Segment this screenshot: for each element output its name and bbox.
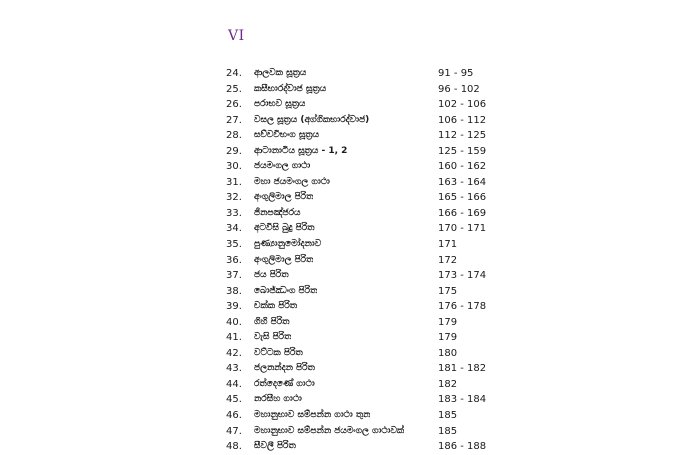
toc-entry-pages: 96 - 102 bbox=[438, 83, 480, 95]
toc-entry bbox=[226, 315, 496, 331]
toc-entry-title: ආටානාටිය සූත්‍රය - 1, 2 bbox=[254, 145, 348, 156]
toc-entry-title: ජය පිරිත bbox=[254, 270, 289, 281]
toc-entry-number: 24. bbox=[226, 68, 242, 79]
toc-entry-pages: 160 - 162 bbox=[438, 161, 487, 173]
toc-entry bbox=[226, 113, 496, 129]
toc-entry-title: අටවිසි බුදු පිරිත bbox=[254, 223, 315, 234]
toc-entry-title: අංගුලිමාල පිරිත bbox=[254, 254, 314, 265]
toc-entry-number: 38. bbox=[226, 285, 242, 297]
toc-entry bbox=[226, 408, 496, 424]
toc-entry-title: ජයමංගල ගාථා bbox=[254, 161, 311, 172]
toc-entry-number: 41. bbox=[226, 332, 242, 344]
toc-entry-title: මහා ජයමංගල ගාථා bbox=[254, 176, 330, 187]
toc-entry-pages: 171 bbox=[438, 239, 458, 251]
toc-entry-title: ආලවක සූත්‍රය bbox=[254, 68, 307, 78]
toc-entry-title: සච්චවිභංග සූත්‍රය bbox=[254, 130, 320, 141]
toc-entry-title: මහානුභාව සම්පන්න ජයමංගල ගාථාවක් bbox=[254, 425, 405, 436]
toc-entry-pages: 180 bbox=[438, 347, 458, 359]
toc-entry-number: 29. bbox=[226, 145, 242, 157]
toc-entry bbox=[226, 268, 496, 284]
toc-entry-number: 39. bbox=[226, 301, 242, 313]
toc-entry-number: 32. bbox=[226, 192, 242, 204]
toc-entry-pages: 181 - 182 bbox=[438, 363, 487, 375]
toc-entry bbox=[226, 439, 496, 455]
toc-entry-number: 34. bbox=[226, 223, 242, 235]
toc-entry-pages: 102 - 106 bbox=[438, 99, 487, 111]
toc-entry bbox=[226, 377, 496, 393]
toc-entry-number: 25. bbox=[226, 83, 242, 95]
toc-entry bbox=[226, 144, 496, 160]
toc-entry bbox=[226, 190, 496, 206]
toc-entry bbox=[226, 361, 496, 377]
toc-entry-title: ගිහි පිරිත bbox=[254, 316, 290, 327]
toc-entry-pages: 175 bbox=[438, 285, 458, 297]
toc-entry-title: මහානුභාව සම්පන්න ගාථා තුන bbox=[254, 410, 371, 421]
toc-entry-number: 27. bbox=[226, 114, 242, 126]
toc-entry-pages: 125 - 159 bbox=[438, 145, 487, 157]
toc-entry-pages: 91 - 95 bbox=[438, 68, 474, 79]
toc-entry-title: චක්ක පිරිත bbox=[254, 301, 298, 312]
toc-entry-number: 31. bbox=[226, 176, 242, 188]
toc-entry-pages: 179 bbox=[438, 332, 458, 344]
toc-entry-title: සීවලී පිරිත bbox=[254, 441, 296, 452]
toc-entry-title: පරාභව සූත්‍රය bbox=[254, 99, 306, 110]
toc-entry-number: 33. bbox=[226, 207, 242, 219]
toc-entry-pages: 170 - 171 bbox=[438, 223, 487, 235]
toc-entry-number: 44. bbox=[226, 378, 242, 390]
toc-entry bbox=[226, 237, 496, 253]
toc-entry bbox=[226, 346, 496, 362]
toc-entry bbox=[226, 330, 496, 346]
toc-entry bbox=[226, 221, 496, 237]
toc-entry bbox=[226, 159, 496, 175]
toc-entry-title: අංගුලිමාල පිරිත bbox=[254, 192, 314, 203]
toc-entry-number: 26. bbox=[226, 99, 242, 111]
toc-entry-pages: 112 - 125 bbox=[438, 130, 487, 142]
toc-entry-pages: 183 - 184 bbox=[438, 394, 487, 406]
toc-entry-pages: 185 bbox=[438, 425, 458, 437]
toc-entry-number: 47. bbox=[226, 425, 242, 437]
toc-entry bbox=[226, 284, 496, 300]
toc-entry-number: 28. bbox=[226, 130, 242, 142]
toc-entry-title: රත්‍දෙණේ ගාථා bbox=[254, 378, 315, 389]
toc-entry-title: ජිනපඤ්ජරය bbox=[254, 207, 301, 218]
toc-entry-pages: 172 bbox=[438, 254, 458, 266]
toc-entry-title: කසීභාරද්වාජ සූත්‍රය bbox=[254, 83, 327, 94]
toc-entry-pages: 176 - 178 bbox=[438, 301, 487, 313]
toc-entry bbox=[226, 66, 496, 82]
toc-entry-number: 36. bbox=[226, 254, 242, 266]
toc-entry-title: වට්ටක පිරිත bbox=[254, 347, 303, 358]
toc-entry bbox=[226, 299, 496, 315]
toc-entry-pages: 173 - 174 bbox=[438, 270, 487, 282]
toc-entry-pages: 165 - 166 bbox=[438, 192, 487, 204]
toc-entry-pages: 185 bbox=[438, 410, 458, 422]
toc-entry-pages: 186 - 188 bbox=[438, 441, 487, 453]
toc-entry-number: 48. bbox=[226, 441, 242, 453]
toc-entry-number: 45. bbox=[226, 394, 242, 406]
toc-entry-pages: 179 bbox=[438, 316, 458, 328]
toc-entry bbox=[226, 253, 496, 269]
toc-entry-title: පුණ්‍යානුමෝදනාව bbox=[254, 239, 322, 250]
toc-entry-number: 42. bbox=[226, 347, 242, 359]
table-of-contents bbox=[226, 66, 496, 455]
toc-entry-title: ජලනන්දන පිරිත bbox=[254, 363, 315, 374]
toc-entry bbox=[226, 175, 496, 191]
toc-entry-number: 35. bbox=[226, 239, 242, 251]
toc-entry bbox=[226, 82, 496, 98]
toc-entry-title: බොජ්ඣංග පිරිත bbox=[254, 285, 318, 296]
toc-entry bbox=[226, 206, 496, 222]
toc-entry-title: වැසි පිරිත bbox=[254, 332, 292, 343]
toc-entry bbox=[226, 424, 496, 440]
toc-entry-number: 43. bbox=[226, 363, 242, 375]
toc-entry-number: 37. bbox=[226, 270, 242, 282]
toc-entry-number: 40. bbox=[226, 316, 242, 328]
toc-entry-pages: 106 - 112 bbox=[438, 114, 487, 126]
page-number: VI bbox=[228, 28, 245, 44]
toc-entry-pages: 163 - 164 bbox=[438, 176, 487, 188]
toc-entry bbox=[226, 392, 496, 408]
toc-entry-title: නරසීහ ගාථා bbox=[254, 394, 302, 405]
toc-entry-pages: 166 - 169 bbox=[438, 207, 487, 219]
toc-entry-pages: 182 bbox=[438, 378, 458, 390]
toc-entry-title: වසල සූත්‍රය (අග්ගිකභාරද්වාජ) bbox=[254, 114, 370, 125]
toc-entry-number: 30. bbox=[226, 161, 242, 173]
toc-entry-number: 46. bbox=[226, 410, 242, 422]
toc-entry bbox=[226, 128, 496, 144]
toc-entry bbox=[226, 97, 496, 113]
